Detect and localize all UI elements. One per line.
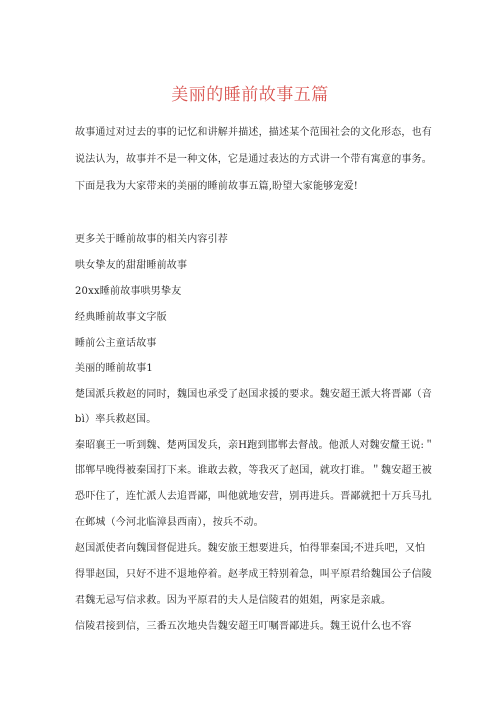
- document-title: 美丽的睡前故事五篇: [171, 85, 329, 105]
- related-link[interactable]: 睡前公主童话故事: [75, 338, 157, 349]
- story-line: 楚国派兵救赵的同时，魏国也承受了赵国求援的要求。魏安超王派大将晋鄙（音: [75, 389, 432, 400]
- story-line: 在邺城（今河北临漳县西南），按兵不动。: [75, 517, 264, 528]
- story-line: 信陵君接到信，三番五次地央告魏安超王叮嘱晋鄙进兵。魏王说什么也不容: [75, 621, 412, 632]
- story-line: 君魏无忌写信求救。因为平原君的夫人是信陵君的姐姐，两家是亲戚。: [75, 595, 392, 606]
- story-line: 秦昭襄王一听到魏、楚两国发兵，亲H跑到邯郸去督战。他派人对魏安釐王说:＂: [75, 440, 435, 451]
- story-line: 邯郸早晚得被秦国打下来。谁敢去救，等我灭了赵国，就攻打谁。＂魏安超王被: [75, 465, 432, 476]
- related-link[interactable]: 经典睡前故事文字版: [75, 312, 167, 323]
- story-line: 赵国派使者向魏国督促进兵。魏安旅王想要进兵，怕得罪秦国;不进兵吧，又怕: [75, 543, 426, 554]
- story-line: 恐吓住了，连忙派人去追晋鄙，叫他就地安营，别再进兵。晋鄙就把十万兵马扎: [75, 491, 432, 502]
- intro-line: 故事通过对过去的事的记忆和讲解并描述，描述某个范围社会的文化形态，也有: [75, 127, 432, 138]
- related-link[interactable]: 哄女挚友的甜甜睡前故事: [75, 260, 188, 271]
- story-line: bì）率兵救赵国。: [75, 414, 157, 425]
- intro-line: 说法认为，故事并不是一种文体，它是通过表达的方式讲一个带有寓意的事务。: [75, 154, 432, 165]
- intro-line: 下面是我为大家带来的美丽的睡前故事五篇,盼望大家能够宠爱!: [75, 181, 358, 192]
- story-heading: 美丽的睡前故事1: [75, 363, 153, 374]
- related-link[interactable]: 20xx睡前故事哄男挚友: [75, 286, 182, 297]
- story-line: 得罪赵国，只好不进不退地停着。赵孝成王特别着急，叫平原君给魏国公子信陵: [75, 569, 432, 580]
- related-heading: 更多关于睡前故事的相关内容引荐: [75, 234, 228, 245]
